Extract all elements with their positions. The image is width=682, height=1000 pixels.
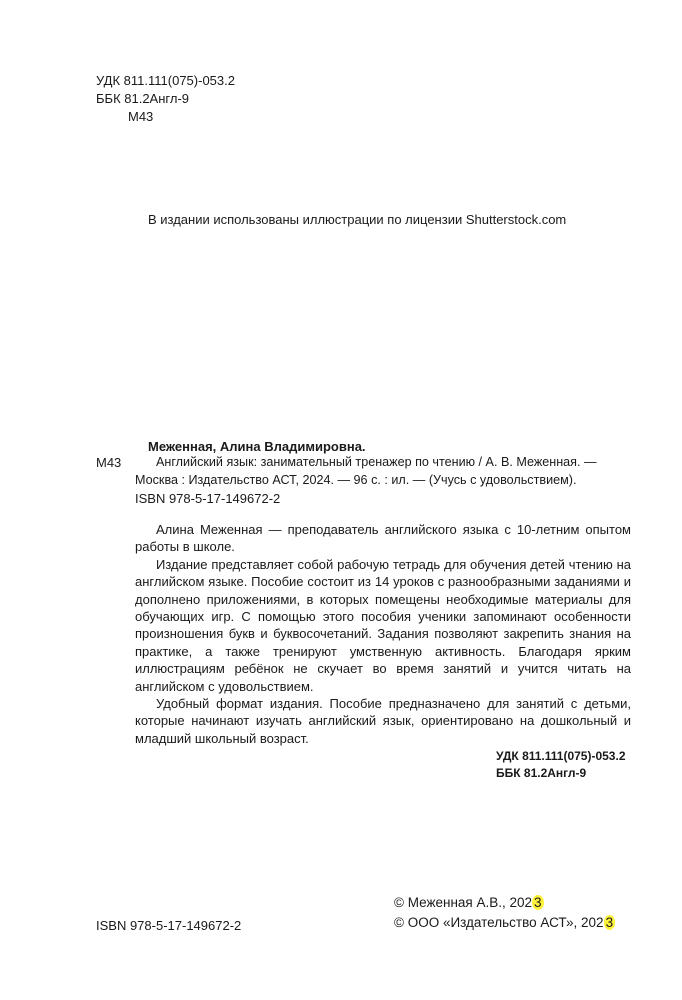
bibliography-line: Москва : Издательство АСТ, 2024. — 96 с. : ил. — (Учусь с удовольствием). [135, 473, 577, 487]
udk-code-top: УДК 811.111(075)-053.2 [96, 73, 235, 88]
highlighted-digit: 3 [605, 915, 614, 930]
isbn-bottom: ISBN 978-5-17-149672-2 [96, 918, 242, 933]
author-mark-top: М43 [128, 109, 154, 124]
annotation-paragraph: Алина Меженная — преподаватель английского языка с 10-летним опытом работы в школе. [135, 522, 631, 555]
annotation [135, 521, 631, 747]
bibliography-mark: М43 [96, 455, 122, 470]
udk-code-bottom: УДК 811.111(075)-053.2 [496, 749, 626, 763]
author-name: Меженная, Алина Владимировна. [148, 439, 366, 454]
copyright-publisher-text: © ООО «Издательство АСТ», 202 [394, 915, 604, 930]
bbk-code-bottom: ББК 81.2Англ-9 [496, 766, 587, 780]
copyright-author [394, 894, 544, 911]
bibliography-line: Английский язык: занимательный тренажер по чтению / А. В. Меженная. — [156, 455, 597, 469]
copyright-author-text: © Меженная А.В., 202 [394, 895, 533, 910]
bibliography-isbn: ISBN 978-5-17-149672-2 [135, 491, 281, 506]
annotation-paragraph: Удобный формат издания. Пособие предназначено для занятий с детьми, которые начинают изучать английский язык, ориентировано на дошкольный и младший школьный возраст. [135, 696, 631, 746]
license-note: В издании использованы иллюстрации по лицензии Shutterstock.com [148, 212, 567, 227]
annotation-paragraph: Издание представляет собой рабочую тетрадь для обучения детей чтению на английском языке. Пособие состоит из 14 уроков с разнообразными заданиями и дополнено приложениями, в которых помещены необходимые материалы для обучающих игр. С помощью этого пособия ученики запоминают особенности произношения букв и буквосочетаний. Задания позволяют закрепить знания на практике, а также тренируют умственную активность. Благодаря ярким иллюстрациям ребёнок не скучает во время занятий и учится читать на английском с удовольствием. [135, 556, 631, 694]
highlighted-digit: 3 [534, 895, 542, 910]
copyright-publisher [394, 914, 615, 931]
bbk-code-top: ББК 81.2Англ-9 [96, 91, 189, 106]
